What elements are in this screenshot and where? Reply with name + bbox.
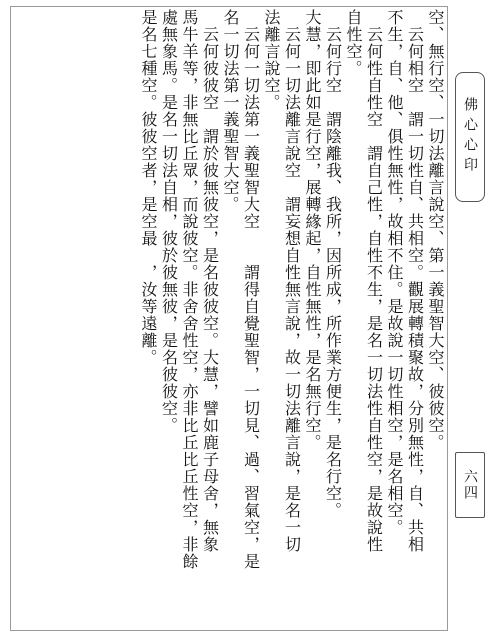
text-column: 馬牛羊等，非無比丘眾，而說彼空。非舍舍性空，亦非比丘比丘性空，非餘 (180, 9, 199, 570)
text-column: 云何性自性空 謂自己性，自性不生，是名一切法性自性空，是故說性 (364, 9, 384, 553)
text-column: 云何相空 謂一切性自、共相空。觀展轉積聚故，分別無性，自、共相 (405, 9, 425, 553)
book-title-tab: 佛心心印 (455, 72, 485, 202)
text-column: 云何一切法離言說空 謂妄想自性無言說，故一切法離言說，是名一切 (282, 9, 302, 553)
text-column: 名一切法第一義聖智大空。 (221, 9, 240, 213)
text-column: 大慧，即此如是行空，展轉緣起，自性無性，是名無行空。 (303, 9, 322, 451)
page-number-tab: 六四 (455, 452, 485, 518)
page-frame (10, 6, 448, 631)
text-column: 自性空。 (344, 9, 363, 77)
text-column: 云何行空 謂陰離我、我所，因所成，所作業方便生，是名行空。 (323, 9, 343, 519)
text-column: 云何彼彼空 謂於彼無彼空，是名彼彼空。大慧，譬如鹿子母舍，無象 (200, 9, 220, 553)
text-column: 空、無行空、一切法離言說空、第一義聖智大空、彼彼空。 (426, 9, 445, 451)
text-column: 是名七種空。彼彼空者，是空最 ，汝等遠離。 (139, 9, 158, 366)
text-column: 法離言說空。 (262, 9, 281, 111)
text-column: 不生，自、他、俱性無性，故相不住。是故說一切性相空，是名相空。 (385, 9, 404, 536)
text-column: 云何一切法第一義聖智大空 謂得自覺聖智，一切見、過、習氣空，是 (241, 9, 261, 570)
text-column: 處無象馬。是名一切法自相，彼於彼無彼，是名彼彼空。 (159, 9, 179, 434)
sutra-text-body (25, 9, 445, 639)
